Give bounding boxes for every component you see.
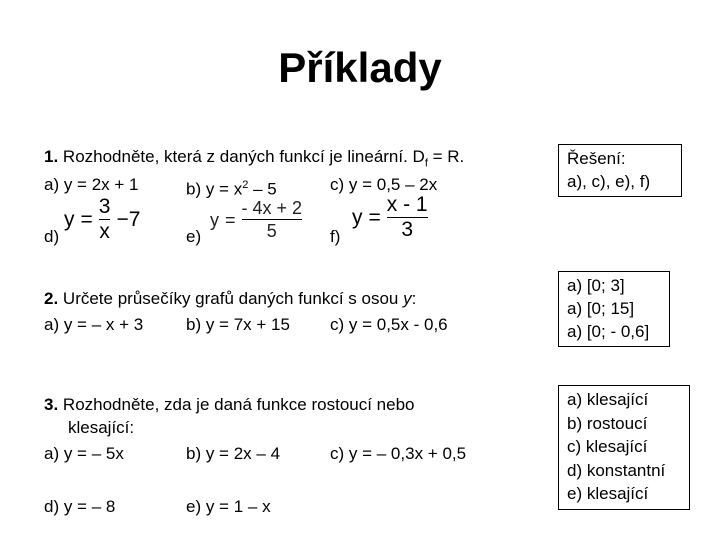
q3-answer-line: a) klesající [567,390,649,409]
page-title: Příklady [278,44,442,91]
q1-option-d-formula [64,196,140,243]
q1-option-f-formula [352,194,428,241]
q3-option-a: a) y = – 5x [44,444,124,463]
q3-answer-line: e) klesající [567,484,649,503]
q1-option-b-exponent: 2 [242,179,249,191]
q2-option-c: c) y = 0,5x - 0,6 [330,315,448,334]
q1-e-equals: = [225,209,236,230]
q1-option-e-formula [210,198,302,241]
q2-statement [44,288,416,310]
q1-answer-title: Řešení: [567,149,626,168]
q3-option-d: d) y = – 8 [44,497,116,516]
q1-f-numerator: x - 1 [386,193,428,216]
q2-answer-box [558,271,670,347]
q3-option-b: b) y = 2x – 4 [186,444,281,463]
q1-f-fraction [387,194,428,241]
q2-option-a: a) y = – x + 3 [44,315,144,334]
q1-f-lhs: y [352,205,363,229]
q3-number: 3. [44,395,59,414]
q1-e-numerator: - 4x + 2 [241,198,303,218]
q1-e-fraction-bar [242,219,303,220]
q2-option-b: b) y = 7x + 15 [186,315,290,334]
q3-answer-line: d) konstantní [567,460,666,480]
q1-option-b-base: b) y = x [186,179,243,199]
q3-option-e: e) y = 1 – x [186,497,271,516]
q3-statement-cont: klesající: [68,418,135,437]
q1-number: 1. [44,147,59,166]
q2-answer-line: a) [0; 15] [567,299,635,318]
q1-e-fraction [242,198,303,241]
q2-answer-line: a) [0; - 0,6] [567,322,650,341]
q1-d-equals: = [80,207,93,231]
q1-d-numerator: 3 [98,195,111,218]
q3-answer-line: b) rostoucí [567,413,648,433]
q1-f-denominator: 3 [401,218,414,241]
q2-text: Určete průsečíky grafů daných funkcí s osou [58,289,404,308]
q1-answer-text: a), c), e), f) [567,172,651,191]
q1-option-e-label: e) [186,227,202,246]
q1-d-rest: −7 [116,207,141,231]
q1-option-b-rest: – 5 [248,179,277,199]
q1-statement [44,146,464,174]
q1-option-c: c) y = 0,5 – 2x [330,175,438,194]
q1-d-denominator: x [99,220,110,243]
q1-domain-subscript: f [424,157,428,170]
q3-answer-box [558,385,690,510]
q1-option-d-label: d) [44,227,60,246]
q3-option-c: c) y = – 0,3x + 0,5 [330,444,467,463]
q2-number: 2. [44,289,59,308]
q1-d-fraction [99,196,111,243]
q3-text: Rozhodněte, zda je daná funkce rostoucí nebo [58,395,415,414]
q1-e-lhs: y [210,209,219,230]
q1-answer-box [558,144,682,197]
q1-option-a: a) y = 2x + 1 [44,175,139,194]
q3-statement [44,394,415,416]
q1-option-f-label: f) [330,227,341,246]
q2-axis-variable: y [403,289,412,308]
q1-e-denominator: 5 [266,221,277,241]
q1-text: Rozhodněte, která z daných funkcí je lineární. D [58,147,425,166]
q2-text-end: : [411,289,417,308]
q1-text-end: = R. [427,147,465,166]
q1-f-equals: = [368,205,381,229]
q1-option-b [186,174,277,201]
q3-answer-line: c) klesající [567,437,648,456]
q2-answer-line: a) [0; 3] [567,276,625,295]
q1-d-lhs: y [64,207,75,231]
